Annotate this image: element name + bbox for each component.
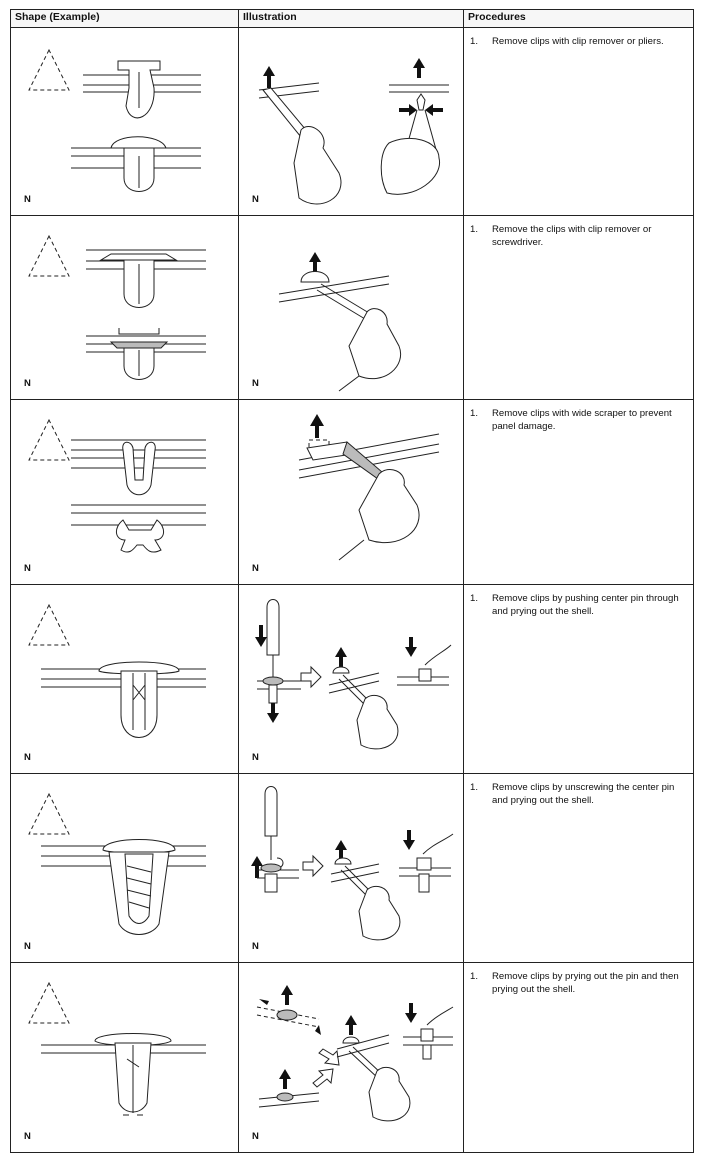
table-row: [11, 28, 694, 216]
step-number: 1.: [470, 971, 479, 982]
procedure-step: [470, 781, 687, 807]
down-arrow-icon: [405, 637, 417, 657]
illustration-cell: [239, 216, 464, 400]
shape-cell: [11, 216, 239, 400]
shape-cell: [11, 963, 239, 1153]
up-arrow-icon: [345, 1015, 357, 1035]
step-text: Remove clips by unscrewing the center pin and prying out the shell.: [492, 782, 675, 806]
up-arrow-icon: [335, 840, 347, 860]
shape-code-label: N: [24, 378, 31, 389]
warning-triangle-icon: [29, 50, 69, 90]
shape-cell: [11, 400, 239, 585]
clip-removal-table-sheet: [10, 9, 693, 1153]
shape-cell: [11, 774, 239, 963]
left-arrow-icon: [425, 104, 443, 116]
push-clip-shape-drawing: [11, 28, 238, 215]
table-row: [11, 774, 694, 963]
procedure-step: [470, 970, 687, 996]
shape-cell: [11, 585, 239, 774]
step-text: Remove clips with wide scraper to prevent panel damage.: [492, 408, 672, 432]
unscrew-center-pin-illustration: [239, 774, 463, 962]
table-row: [11, 400, 694, 585]
illustration-cell: [239, 28, 464, 216]
up-arrow-icon: [281, 985, 293, 1005]
illustration-code-label: N: [252, 1131, 259, 1142]
table-row: [11, 963, 694, 1153]
pry-out-pin-illustration: [239, 963, 463, 1152]
clip-removal-table: [10, 9, 694, 1153]
push-center-pin-illustration: [239, 585, 463, 773]
push-clip-with-washer-shape-drawing: [11, 216, 238, 399]
right-arrow-icon: [399, 104, 417, 116]
shape-code-label: N: [24, 752, 31, 763]
procedure-cell: [464, 774, 694, 963]
illustration-code-label: N: [252, 378, 259, 389]
step-number: 1.: [470, 36, 479, 47]
header-procedures: Procedures: [464, 10, 694, 28]
step-text: Remove clips with clip remover or pliers.: [492, 36, 664, 47]
step-text: Remove clips by pushing center pin through and prying out the shell.: [492, 593, 679, 617]
shape-code-label: N: [24, 941, 31, 952]
step-number: 1.: [470, 593, 479, 604]
step-number: 1.: [470, 224, 479, 235]
procedure-step: [470, 592, 687, 618]
up-arrow-icon: [335, 647, 347, 667]
header-shape: Shape (Example): [11, 10, 239, 28]
warning-triangle-icon: [29, 983, 69, 1023]
up-arrow-icon: [263, 66, 275, 88]
shape-code-label: N: [24, 1131, 31, 1142]
procedure-cell: [464, 28, 694, 216]
procedure-cell: [464, 400, 694, 585]
procedure-step: [470, 35, 687, 48]
procedure-step: [470, 223, 687, 249]
down-arrow-icon: [405, 1003, 417, 1023]
shape-code-label: N: [24, 194, 31, 205]
illustration-cell: [239, 585, 464, 774]
illustration-code-label: N: [252, 563, 259, 574]
step-number: 1.: [470, 408, 479, 419]
step-text: Remove clips by prying out the pin and then prying out the shell.: [492, 971, 679, 995]
procedure-cell: [464, 216, 694, 400]
table-row: [11, 585, 694, 774]
snap-clip-shape-drawing: [11, 400, 238, 584]
down-arrow-icon: [259, 999, 269, 1005]
procedure-step: [470, 407, 687, 433]
step-number: 1.: [470, 782, 479, 793]
illustration-cell: [239, 774, 464, 963]
pry-pin-clip-shape-drawing: [11, 963, 238, 1152]
screw-pin-clip-shape-drawing: [11, 774, 238, 962]
illustration-code-label: N: [252, 941, 259, 952]
warning-triangle-icon: [29, 236, 69, 276]
up-arrow-icon: [310, 414, 324, 438]
clip-remover-pliers-illustration: [239, 28, 463, 215]
header-illustration: Illustration: [239, 10, 464, 28]
procedure-cell: [464, 963, 694, 1153]
step-text: Remove the clips with clip remover or screwdriver.: [492, 224, 652, 248]
warning-triangle-icon: [29, 794, 69, 834]
wide-scraper-illustration: [239, 400, 463, 584]
warning-triangle-icon: [29, 605, 69, 645]
illustration-code-label: N: [252, 752, 259, 763]
warning-triangle-icon: [29, 420, 69, 460]
shape-code-label: N: [24, 563, 31, 574]
down-arrow-icon: [403, 830, 415, 850]
down-arrow-icon: [255, 625, 267, 647]
shape-cell: [11, 28, 239, 216]
procedure-cell: [464, 585, 694, 774]
up-arrow-icon: [309, 252, 321, 272]
illustration-code-label: N: [252, 194, 259, 205]
illustration-cell: [239, 400, 464, 585]
next-step-arrow-icon: [303, 856, 323, 876]
table-row: [11, 216, 694, 400]
table-header-row: [11, 10, 694, 28]
next-step-arrow-icon: [319, 1049, 339, 1065]
illustration-cell: [239, 963, 464, 1153]
up-arrow-icon: [279, 1069, 291, 1089]
down-arrow-icon: [267, 703, 279, 723]
screwdriver-removal-illustration: [239, 216, 463, 399]
next-step-arrow-icon: [301, 667, 321, 687]
up-arrow-icon: [413, 58, 425, 78]
down-arrow-icon: [315, 1025, 321, 1035]
next-step-arrow-icon: [313, 1069, 333, 1087]
center-pin-clip-shape-drawing: [11, 585, 238, 773]
